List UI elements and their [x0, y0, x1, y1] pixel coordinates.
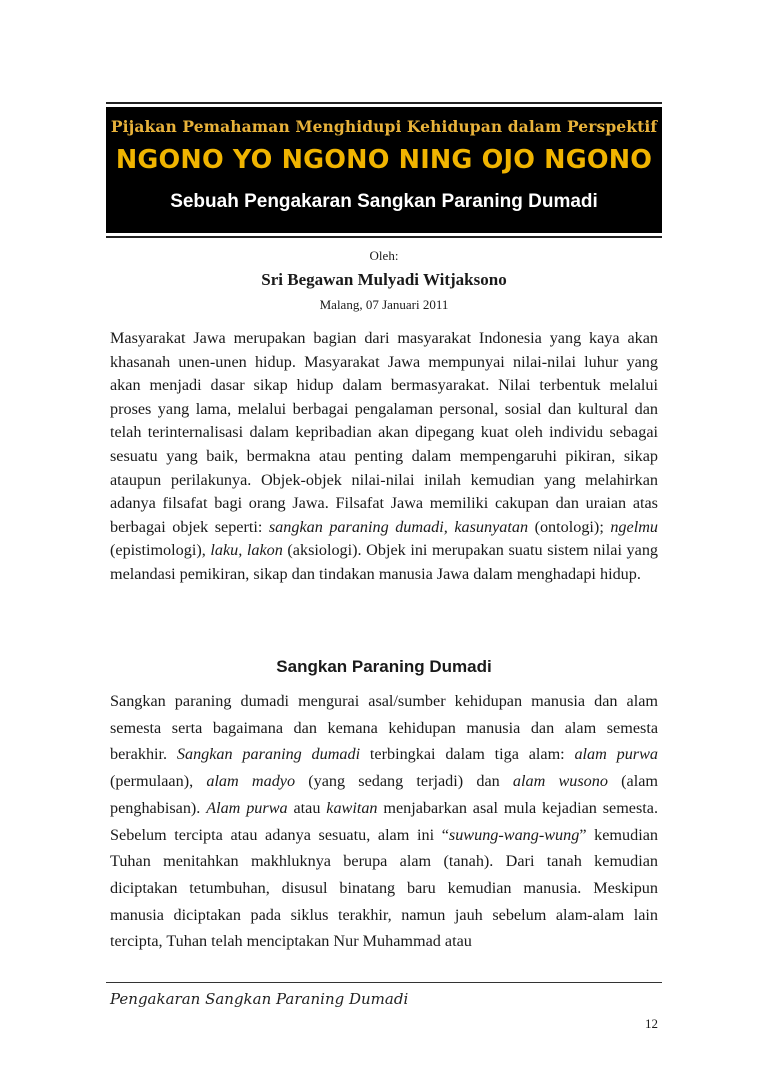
text-run: (aksiologi). Objek ini merupakan suatu sistem nilai yang melandasi pemikiran, sikap dan tindakan manusia Jawa dalam menghadapi hidup.: [110, 541, 659, 583]
italic-run: Alam purwa: [206, 798, 288, 817]
italic-run: alam purwa: [574, 745, 658, 764]
banner-kicker: Pijakan Pemahaman Menghidupi Kehidupan dalam Perspektif: [110, 117, 658, 136]
footer-divider: [106, 982, 662, 983]
title-banner: [106, 102, 662, 238]
text-run: (ontologi);: [528, 517, 611, 536]
intro-paragraph: [110, 327, 658, 587]
text-run: menjabarkan asal mula kejadian semesta. Sebelum tercipta atau adanya sesuatu, alam ini “: [110, 798, 658, 844]
byline-label: Oleh:: [369, 248, 399, 263]
italic-run: laku, lakon: [210, 541, 283, 560]
section-heading: Sangkan Paraning Dumadi: [276, 657, 492, 676]
author-name: Sri Begawan Mulyadi Witjaksono: [261, 270, 507, 289]
italic-run: sangkan paraning dumadi, kasunyatan: [268, 517, 529, 536]
text-run: atau: [287, 798, 327, 817]
banner-main-title: NGONO YO NGONO NING OJO NGONO: [115, 145, 653, 175]
italic-run: alam madyo: [206, 772, 296, 791]
italic-run: ngelmu: [610, 517, 658, 536]
banner-subtitle: Sebuah Pengakaran Sangkan Paraning Dumadi: [170, 191, 598, 212]
text-run: (permulaan),: [110, 772, 207, 791]
section-paragraph: [110, 688, 658, 955]
italic-run: kawitan: [326, 798, 378, 817]
italic-run: suwung-wang-wung: [448, 825, 580, 844]
text-run: Masyarakat Jawa merupakan bagian dari masyarakat Indonesia yang kaya akan khasanah unen-unen hidup. Masyarakat Jawa mempunyai nilai-nilai luhur yang akan menjadi dasar sikap hidup dalam bermasyarakat. Nilai terbentuk melalui proses yang lama, melalui berbagai pengalaman personal, sosial dan kultural dan telah terinternalisasi dalam kepribadian akan dipegang kuat oleh individu sebagai sesuatu yang baik, bermakna atau penting dalam mempengaruhi pikiran, sikap ataupun perilakunya. Objek-objek nilai-nilai inilah kemudian yang melahirkan adanya filsafat bagi orang Jawa. Filsafat Jawa memiliki cakupan dan uraian atas berbagai objek seperti:: [110, 329, 658, 536]
italic-run: Sangkan paraning dumadi: [176, 745, 361, 764]
italic-run: alam wusono: [512, 772, 608, 791]
text-run: terbingkai dalam tiga alam:: [360, 745, 575, 764]
text-run: ” kemudian Tuhan menitahkan makhluknya berupa alam (tanah). Dari tanah kemudian diciptakan tetumbuhan, disusul binatang baru kemudian manusia. Meskipun manusia diciptakan pada siklus terakhir, namun jauh sebelum alam-alam lain tercipta, Tuhan telah menciptakan Nur Muhammad atau: [110, 825, 658, 951]
text-run: (yang sedang terjadi) dan: [295, 772, 513, 791]
text-run: Sangkan paraning dumadi mengurai asal/sumber kehidupan manusia dan alam semesta serta bagaimana dan kemana kehidupan manusia dan alam semesta berakhir.: [110, 692, 658, 764]
running-footer-title: Pengakaran Sangkan Paraning Dumadi: [110, 990, 409, 1008]
date-place: Malang, 07 Januari 2011: [319, 297, 449, 312]
text-run: (alam penghabisan).: [110, 772, 659, 817]
page-number: 12: [645, 1016, 658, 1031]
banner-background: [106, 107, 662, 233]
text-run: (epistimologi),: [110, 541, 211, 560]
